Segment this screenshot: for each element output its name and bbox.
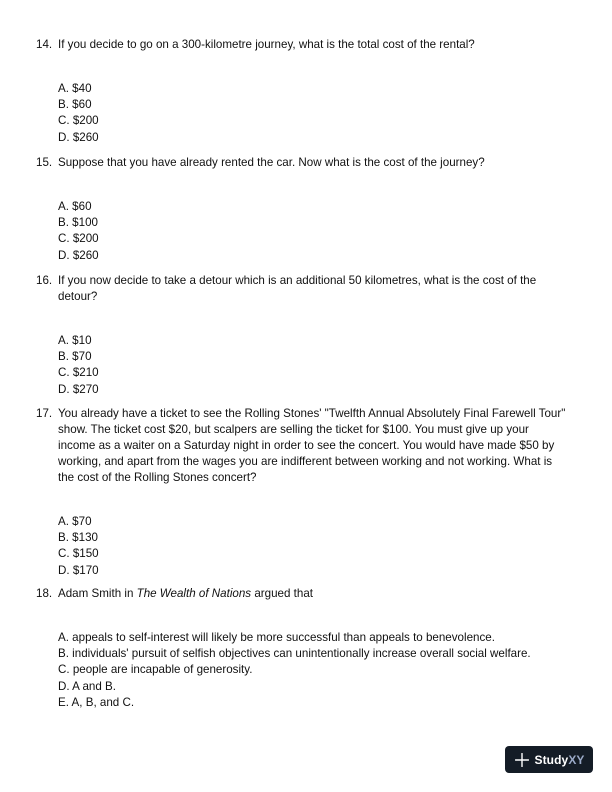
option-a: A. appeals to self-interest will likely be more successful than appeals to benevolence. [58,631,495,644]
brand-main: Study [534,752,569,767]
option-d: D. $260 [58,130,99,144]
question-text-after: argued that [251,587,313,600]
option-c: C. $150 [58,547,99,561]
question-number: 16. [36,274,53,287]
option-b: B. individuals' pursuit of selfish objectives can unintentionally increase overall social welfare. [58,647,531,661]
option-c: C. $200 [58,114,99,128]
studyxy-badge[interactable] [505,746,593,773]
question-15 [36,155,566,264]
question-18 [36,586,576,711]
option-d: D. $260 [58,248,99,262]
question-number: 17. [36,407,53,420]
question-text: Suppose that you have already rented the car. Now what is the cost of the journey? [58,156,485,169]
options-list [58,81,566,146]
option-b: B. $130 [58,531,98,545]
question-17 [36,406,566,579]
brand-accent: XY [568,752,585,767]
question-text: If you now decide to take a detour which is an additional 50 kilometres, what is the cost of the detour? [58,274,537,303]
question-14 [36,37,566,146]
option-a: A. $40 [58,82,92,95]
option-a: A. $70 [58,515,92,528]
option-e: E. A, B, and C. [58,695,135,709]
option-a: A. $60 [58,200,92,213]
question-text [58,586,576,602]
brand-name [534,753,584,767]
option-c: C. $200 [58,232,99,246]
options-list [58,199,566,264]
option-d: D. A and B. [58,679,117,693]
option-d: D. $270 [58,382,99,396]
question-number: 14. [36,38,53,51]
option-c: C. people are incapable of generosity. [58,663,253,677]
option-b: B. $70 [58,350,92,364]
options-list [58,630,576,711]
question-text-before: Adam Smith in [58,587,137,600]
question-number: 18. [36,587,53,600]
plus-icon [515,753,529,767]
option-c: C. $210 [58,366,99,380]
question-text: If you decide to go on a 300-kilometre journey, what is the total cost of the rental? [58,38,475,51]
option-d: D. $170 [58,563,99,577]
options-list [58,333,566,398]
book-title: The Wealth of Nations [136,587,252,600]
option-b: B. $60 [58,98,92,112]
options-list [58,514,566,579]
question-text: You already have a ticket to see the Rolling Stones' "Twelfth Annual Absolutely Final Farewell Tour" show. The ticket cost $20, but scalpers are selling the ticket for $100. You must give up your income as a waiter on a Saturday night in order to see the concert. You would have made $50 by working, and apart from the wages you are indifferent between working and not working. What is the cost of the Rolling Stones concert? [58,407,566,484]
option-a: A. $10 [58,334,92,347]
option-b: B. $100 [58,216,98,230]
question-number: 15. [36,156,53,169]
question-16 [36,273,566,398]
